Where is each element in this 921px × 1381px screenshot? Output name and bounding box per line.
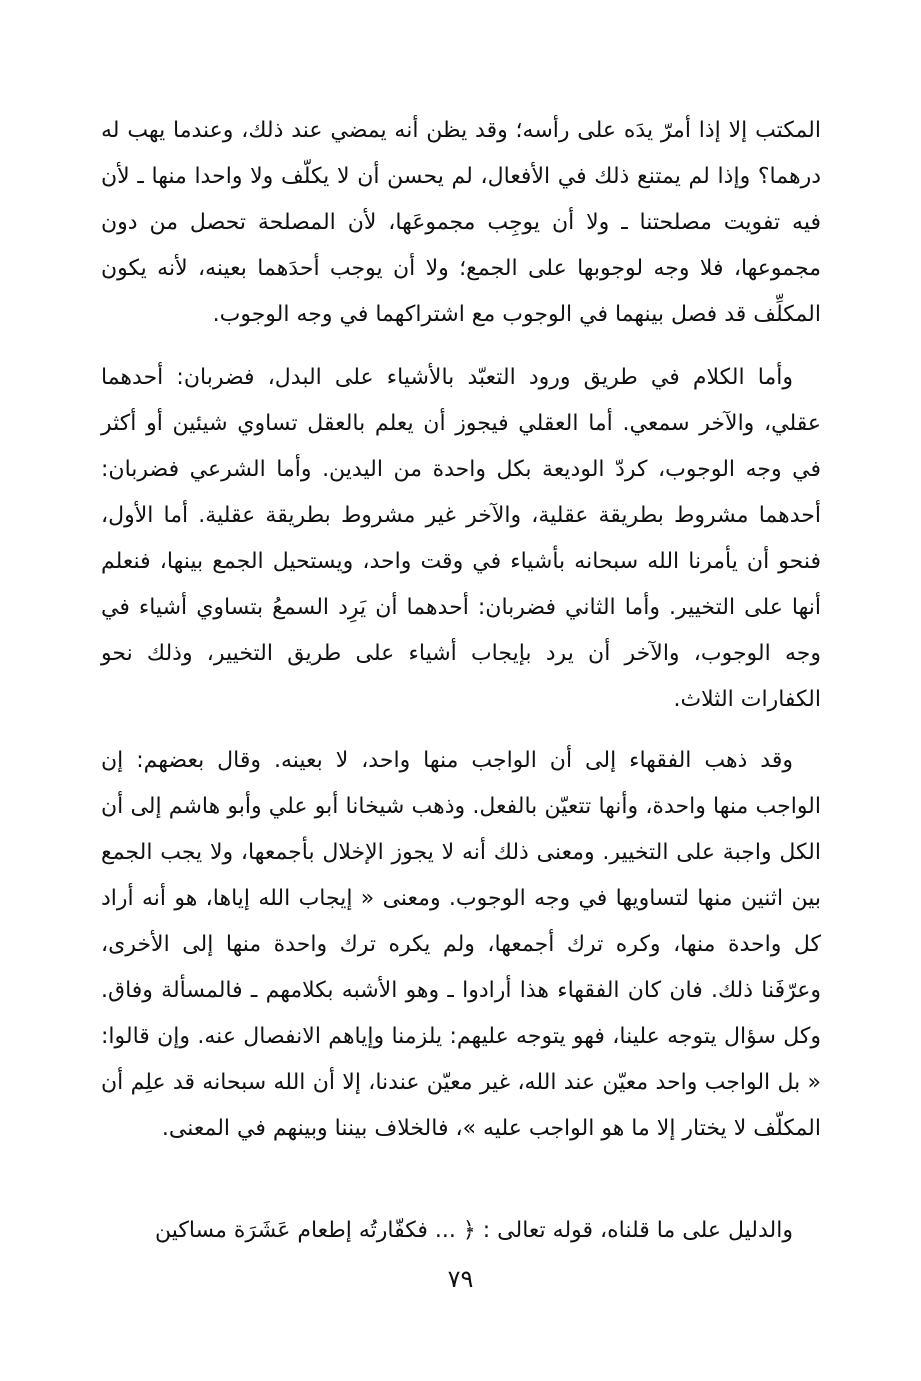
paragraph-2: وأما الكلام في طريق ورود التعبّد بالأشياء على البدل، فضربان: أحدهما عقلي، والآخر سمعي. أما العقلي فيجوز أن يعلم بالعقل تساوي شيئين أو أكثر في وجه الوجوب، كردّ الوديعة بكل واحدة من اليدين. وأما الشرعي فضربان: أحدهما مشروط بطريقة عقلية، والآخر غير مشروط بطريقة عقلية. أما الأول، فنحو أن يأمرنا الله سبحانه بأشياء في وقت واحد، ويستحيل الجمع بينها، فنعلم أنها على التخيير. وأما الثاني فضربان: أحدهما أن يَرِد السمعُ بتساوي أشياء في وجه الوجوب، والآخر أن يرد بإيجاب أشياء على طريق التخيير، وذلك نحو الكفارات الثلاث. <box>101 365 821 712</box>
paragraph-4: والدليل على ما قلناه، قوله تعالى : ﴿ ... فكفّارتُه إطعام عَشَرَة مساكين <box>154 1218 793 1243</box>
paragraph-1: المكتب إلا إذا أمرّ يدَه على رأسه؛ وقد يظن أنه يمضي عند ذلك، وعندما يهب له درهما؟ وإذا لم يمتنع ذلك في الأفعال، لم يحسن أن لا يكلّف ولا واحدا منها ـ لأن فيه تفويت مصلحتنا ـ ولا أن يوجِب مجموعَها، لأن المصلحة تحصل من دون مجموعها، فلا وجه لوجوبها على الجمع؛ ولا أن يوجب أحدَهما بعينه، لأنه يكون المكلِّف قد فصل بينهما في الوجوب مع اشتراكهما في وجه الوجوب. <box>101 118 821 327</box>
paragraph-3: وقد ذهب الفقهاء إلى أن الواجب منها واحد، لا بعينه. وقال بعضهم: إن الواجب منها واحدة، وأنها تتعيّن بالفعل. وذهب شيخانا أبو علي وأبو هاشم إلى أن الكل واجبة على التخيير. ومعنى ذلك أنه لا يجوز الإخلال بأجمعها، ولا يجب الجمع بين اثنين منها لتساويها في وجه الوجوب. ومعنى « إيجاب الله إياها، هو أنه أراد كل واحدة منها، وكره ترك أجمعها، ولم يكره ترك واحدة منها إلى الأخرى، وعرّفَنا ذلك. فان كان الفقهاء هذا أرادوا ـ وهو الأشبه بكلامهم ـ فالمسألة وفاق. وكل سؤال يتوجه علينا، فهو يتوجه عليهم: يلزمنا وإياهم الانفصال عنه. وإن قالوا: « بل الواجب واحد معيّن عند الله، غير معيّن عندنا، إلا أن الله سبحانه قد علِم أن المكلّف لا يختار إلا ما هو الواجب عليه »، فالخلاف بيننا وبينهم في المعنى. <box>101 748 821 1141</box>
page-number: ٧٩ <box>447 1265 474 1293</box>
